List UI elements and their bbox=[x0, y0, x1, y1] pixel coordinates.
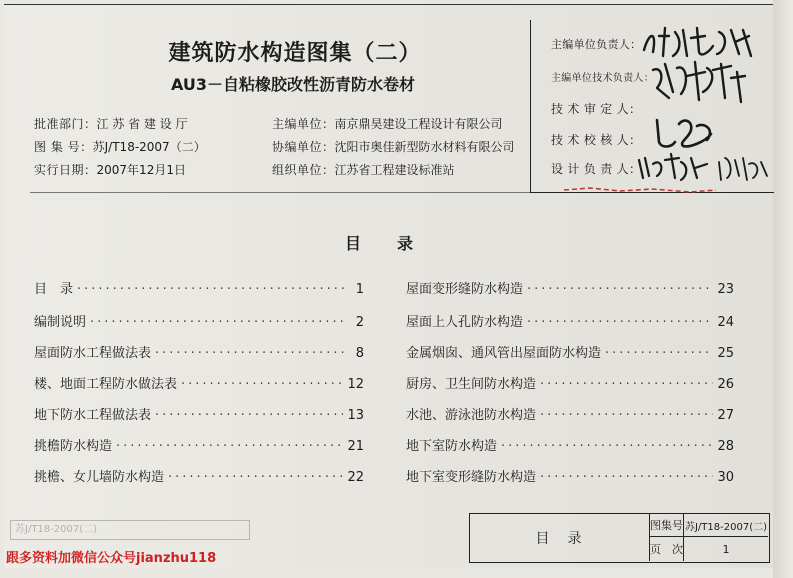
toc-item-label: 水池、游泳池防水构造 bbox=[406, 408, 537, 423]
co-unit-value: 沈阳市奥佳新型防水材料有限公司 bbox=[334, 140, 515, 154]
toc-item[interactable] bbox=[406, 342, 734, 361]
toc-leader-dots bbox=[155, 408, 343, 423]
header-divider bbox=[30, 192, 530, 193]
resp-row-checker: 技 术 校 核 人： bbox=[551, 133, 642, 147]
resp-row-chief: 主编单位负责人： bbox=[551, 38, 642, 51]
toc-item-page: 27 bbox=[717, 408, 734, 423]
toc-item-page: 12 bbox=[347, 377, 364, 392]
toc-item-label: 编制说明 bbox=[34, 315, 87, 330]
watermark-text: 跟多资料加微信公众号jianzhu118 bbox=[6, 551, 217, 566]
effective-value: 2007年12月1日 bbox=[96, 163, 186, 177]
toc-item[interactable] bbox=[34, 342, 364, 361]
toc-item[interactable] bbox=[406, 278, 734, 297]
atlas-no-label: 图 集 号： bbox=[34, 140, 93, 154]
toc-item[interactable] bbox=[34, 278, 364, 297]
toc-item-label: 挑檐防水构造 bbox=[34, 439, 113, 454]
red-stamp-mark bbox=[560, 184, 720, 198]
toc-item[interactable] bbox=[406, 435, 734, 454]
organizer-row bbox=[272, 161, 455, 178]
toc-item-page: 13 bbox=[347, 408, 364, 423]
toc-heading-left: 目 bbox=[345, 234, 362, 253]
ghost-stamp: 苏J/T18-2007(二) bbox=[10, 520, 250, 540]
toc-item-label: 金属烟囱、通风管出屋面防水构造 bbox=[406, 346, 602, 361]
toc-item[interactable] bbox=[34, 373, 364, 392]
toc-leader-dots bbox=[501, 439, 713, 454]
toc-item-label: 厨房、卫生间防水构造 bbox=[406, 377, 537, 392]
atlas-no-row bbox=[34, 138, 206, 155]
atlas-no-cell-value: 苏J/T18-2007(二) bbox=[684, 514, 768, 537]
signature-checker bbox=[649, 112, 729, 154]
toc-item[interactable] bbox=[34, 404, 364, 423]
toc-item-label: 地下防水工程做法表 bbox=[34, 408, 152, 423]
toc-item-page: 1 bbox=[355, 282, 364, 297]
toc-item-label: 地下室防水构造 bbox=[406, 439, 498, 454]
toc-item[interactable] bbox=[406, 404, 734, 423]
resp-row-designer: 设 计 负 责 人： bbox=[551, 162, 642, 176]
organizer-value: 江苏省工程建设标准站 bbox=[334, 163, 455, 177]
toc-item-page: 28 bbox=[717, 439, 734, 454]
toc-item-label: 楼、地面工程防水做法表 bbox=[34, 377, 178, 392]
chief-unit-value: 南京鼎昊建设工程设计有限公司 bbox=[334, 117, 503, 131]
approval-label: 批准部门： bbox=[34, 117, 97, 131]
toc-leader-dots bbox=[540, 470, 713, 485]
toc-item[interactable] bbox=[34, 311, 364, 330]
title-block bbox=[469, 513, 770, 563]
toc-item-page: 26 bbox=[717, 377, 734, 392]
toc-leader-dots bbox=[116, 439, 343, 454]
page-cell-value: 1 bbox=[722, 542, 730, 556]
approval-value: 江 苏 省 建 设 厅 bbox=[96, 117, 188, 131]
toc-item[interactable] bbox=[34, 435, 364, 454]
toc-item-page: 21 bbox=[347, 439, 364, 454]
toc-item-page: 8 bbox=[355, 346, 364, 361]
atlas-no-cell-label: 图集号 bbox=[650, 514, 684, 537]
toc-item-label: 目 录 bbox=[34, 282, 74, 297]
toc-leader-dots bbox=[155, 346, 346, 361]
organizer-label: 组织单位： bbox=[272, 163, 335, 177]
responsibility-box bbox=[530, 20, 774, 193]
toc-leader-dots bbox=[181, 377, 343, 392]
toc-item-page: 25 bbox=[717, 346, 734, 361]
toc-leader-dots bbox=[90, 315, 346, 330]
toc-leader-dots bbox=[540, 377, 713, 392]
toc-leader-dots bbox=[77, 282, 346, 297]
toc-item-label: 屋面防水工程做法表 bbox=[34, 346, 152, 361]
toc-leader-dots bbox=[527, 315, 713, 330]
resp-row-reviewer: 技 术 审 定 人： bbox=[551, 102, 642, 116]
chief-unit-label: 主编单位： bbox=[272, 117, 335, 131]
title-block-name: 目 录 bbox=[470, 514, 650, 561]
toc-leader-dots bbox=[168, 470, 343, 485]
toc-item-label: 屋面上人孔防水构造 bbox=[406, 315, 524, 330]
toc-item-page: 30 bbox=[717, 470, 734, 485]
effective-date-row bbox=[34, 161, 186, 178]
toc-leader-dots bbox=[605, 346, 713, 361]
page-cell-label: 页 次 bbox=[650, 537, 684, 561]
toc-item-label: 地下室变形缝防水构造 bbox=[406, 470, 537, 485]
effective-label: 实行日期： bbox=[34, 163, 97, 177]
signature-tech-lead bbox=[647, 58, 757, 106]
page-edge-shadow bbox=[773, 0, 793, 578]
co-unit-label: 协编单位： bbox=[272, 140, 335, 154]
resp-row-tech-lead: 主编单位技术负责人： bbox=[551, 73, 654, 84]
toc-item-page: 22 bbox=[347, 470, 364, 485]
toc-item[interactable] bbox=[34, 466, 364, 485]
toc-item-label: 挑檐、女儿墙防水构造 bbox=[34, 470, 165, 485]
toc-item-page: 2 bbox=[355, 315, 364, 330]
toc-item-label: 屋面变形缝防水构造 bbox=[406, 282, 524, 297]
toc-item[interactable] bbox=[406, 373, 734, 392]
approval-row bbox=[34, 115, 188, 132]
signature-designer bbox=[635, 150, 775, 184]
toc-item-page: 24 bbox=[717, 315, 734, 330]
page-subtitle: AU3－自粘橡胶改性沥青防水卷材 bbox=[170, 75, 416, 94]
toc-heading-right: 录 bbox=[397, 234, 414, 253]
page-title: 建筑防水构造图集（二） bbox=[168, 41, 422, 66]
signature-chief bbox=[639, 22, 769, 62]
co-unit-row bbox=[272, 138, 515, 155]
toc-leader-dots bbox=[527, 282, 713, 297]
toc-leader-dots bbox=[540, 408, 713, 423]
atlas-no-value: 苏J/T18-2007（二） bbox=[92, 140, 206, 154]
toc-item-page: 23 bbox=[717, 282, 734, 297]
toc-item[interactable] bbox=[406, 466, 734, 485]
toc-item[interactable] bbox=[406, 311, 734, 330]
chief-unit-row bbox=[272, 115, 503, 132]
